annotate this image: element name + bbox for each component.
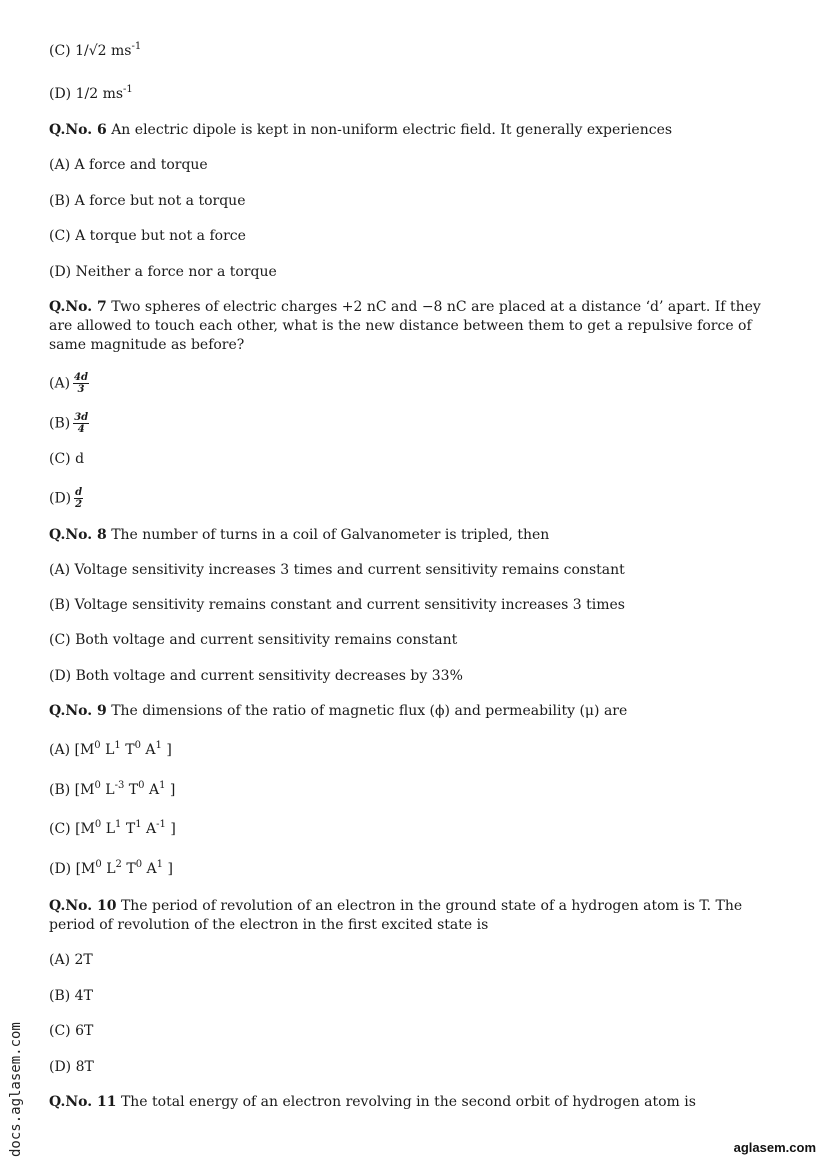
fraction: $\frac{3d}{4}$ <box>74 412 89 435</box>
q9-option-d: (D) [$M^0$ $L^2$ $T^0$ $A^1$ ] <box>49 859 173 877</box>
question-10: Q.No. 10 The period of revolution of an electron in the ground state of a hydrogen atom is T. The period of revolution of the electron in the first excited state is <box>49 898 743 933</box>
question-8: Q.No. 8 The number of turns in a coil of Galvanometer is tripled, then <box>49 527 550 543</box>
q6-option-a: (A) A force and torque <box>49 157 208 173</box>
q7-option-b: (B) $\frac{3d}{4}$ <box>49 412 89 435</box>
q8-option-c: (C) Both voltage and current sensitivity remains constant <box>49 632 458 648</box>
option-prev-c: (C) 1/√2 $ms^{-1}$ <box>49 41 142 59</box>
q10-option-a: (A) 2T <box>49 952 93 968</box>
question-7: Q.No. 7 Two spheres of electric charges +2 nC and −8 nC are placed at a distance ‘d’ apart. If they are allowed to touch each other, what is the new distance between them to get a repulsive force of same magnitude as before? <box>49 299 761 353</box>
q8-option-b: (B) Voltage sensitivity remains constant and current sensitivity increases 3 times <box>49 597 625 613</box>
footer-brand: aglasem.com <box>733 1140 816 1155</box>
option-prev-d: (D) 1/2 $ms^{-1}$ <box>49 84 133 102</box>
question-9: Q.No. 9 The dimensions of the ratio of magnetic flux (ϕ) and permeability (μ) are <box>49 703 628 719</box>
side-watermark: docs.aglasem.com <box>8 1022 24 1157</box>
q6-option-b: (B) A force but not a torque <box>49 193 246 209</box>
fraction: $\frac{4d}{3}$ <box>74 372 88 395</box>
question-11: Q.No. 11 The total energy of an electron revolving in the second orbit of hydrogen atom is <box>49 1094 696 1110</box>
q7-option-c: (C) d <box>49 451 85 467</box>
q6-option-d: (D) Neither a force nor a torque <box>49 264 277 280</box>
q9-option-c: (C) [$M^0$ $L^1$ $T^1$ $A^{-1}$ ] <box>49 819 176 837</box>
q9-option-b: (B) [$M^0$ $L^{-3}$ $T^0$ $A^1$ ] <box>49 780 176 798</box>
question-6: Q.No. 6 An electric dipole is kept in non-uniform electric field. It generally experiences <box>49 122 673 138</box>
q6-option-c: (C) A torque but not a force <box>49 228 246 244</box>
q10-option-b: (B) 4T <box>49 988 93 1004</box>
q7-option-a: (A) $\frac{4d}{3}$ <box>49 372 88 395</box>
q10-option-c: (C) 6T <box>49 1023 94 1039</box>
q8-option-a: (A) Voltage sensitivity increases 3 times and current sensitivity remains constant <box>49 562 625 578</box>
q7-option-d: (D) $\frac{d}{2}$ <box>49 487 83 510</box>
q8-option-d: (D) Both voltage and current sensitivity decreases by 33% <box>49 668 463 684</box>
q10-option-d: (D) 8T <box>49 1059 94 1075</box>
q9-option-a: (A) [$M^0$ $L^1$ $T^0$ $A^1$ ] <box>49 740 172 758</box>
fraction: $\frac{d}{2}$ <box>75 487 83 510</box>
